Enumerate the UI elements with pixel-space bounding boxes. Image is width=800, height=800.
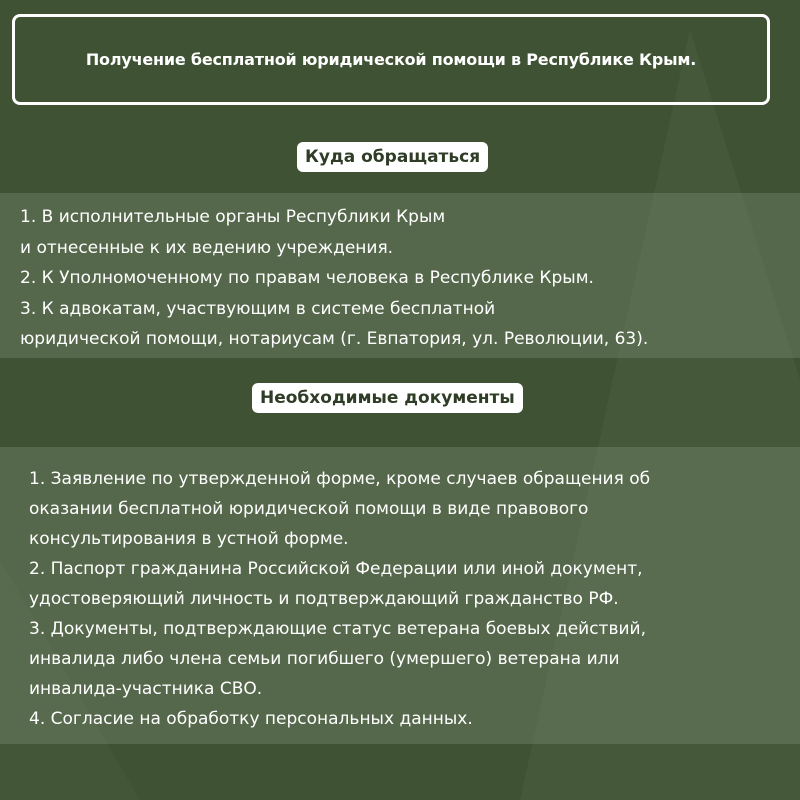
list-item: 1. В исполнительные органы Республики Крым xyxy=(20,207,446,227)
section-heading-where-to-apply: Куда обращаться xyxy=(297,142,488,172)
list-item: 3. К адвокатам, участвующим в системе бесплатной xyxy=(20,298,496,319)
list-item: 3. Документы, подтверждающие статус ветерана боевых действий, xyxy=(29,619,646,639)
page-title: Получение бесплатной юридической помощи в Республике Крым. xyxy=(85,50,697,69)
list-item: 2. Паспорт гражданина Российской Федерации или иной документ, xyxy=(29,559,643,579)
list-item: удостоверяющий личность и подтверждающий гражданство РФ. xyxy=(29,589,619,609)
list-item: консультирования в устной форме. xyxy=(29,529,349,549)
list-item: 2. К Уполномоченному по правам человека в Республике Крым. xyxy=(20,268,594,288)
list-item: оказании бесплатной юридической помощи в виде правового xyxy=(29,499,589,519)
list-item: 1. Заявление по утвержденной форме, кроме случаев обращения об xyxy=(29,469,651,489)
title-box xyxy=(12,14,770,105)
list-item: и отнесенные к их ведению учреждения. xyxy=(20,237,394,258)
list-item: 4. Согласие на обработку персональных данных. xyxy=(29,709,473,729)
list-item: инвалида-участника СВО. xyxy=(29,679,263,699)
list-item: юридической помощи, нотариусам (г. Евпатория, ул. Революции, 63). xyxy=(20,329,649,349)
section-heading-required-documents: Необходимые документы xyxy=(252,383,523,413)
where-to-apply-list xyxy=(20,202,648,355)
list-item: инвалида либо члена семьи погибшего (умершего) ветерана или xyxy=(29,649,620,669)
required-documents-list xyxy=(29,464,650,734)
